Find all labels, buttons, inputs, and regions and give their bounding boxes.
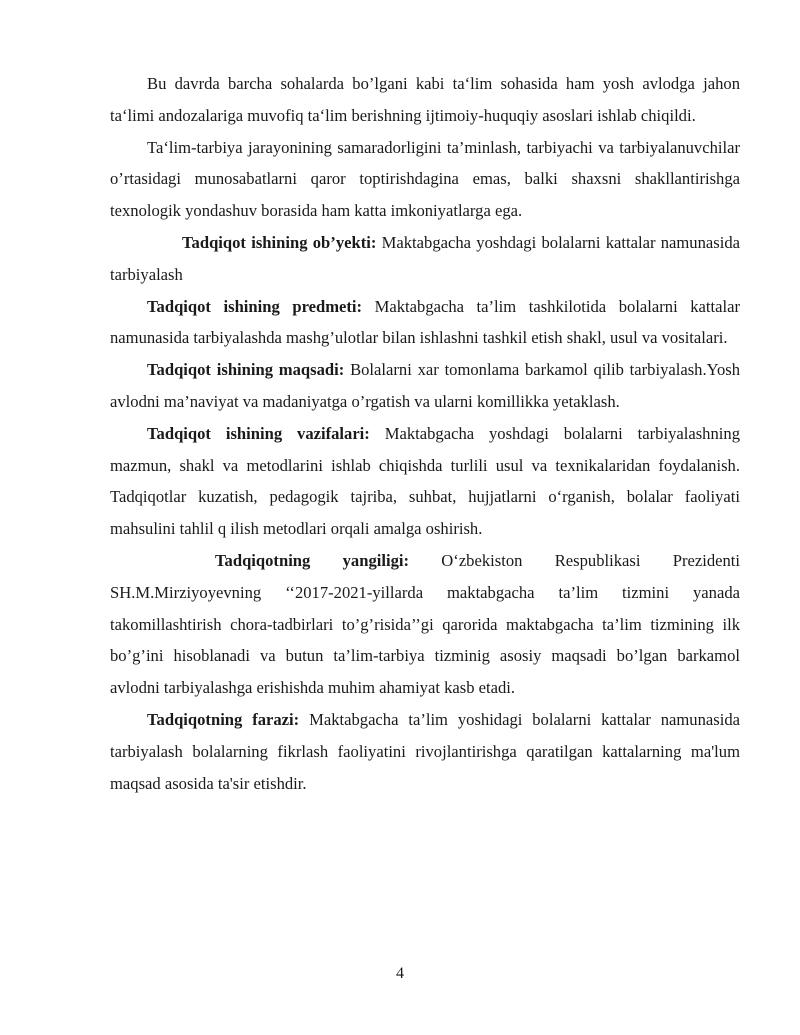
paragraph-label: Tadqiqot ishining maqsadi: xyxy=(147,360,345,380)
paragraph-label: Tadqiqot ishining vazifalari: xyxy=(147,423,370,443)
paragraph-text: Ta‘lim-tarbiya jarayonining samaradorligini ta’minlash, tarbiyachi va tarbiyalanuvchilar o’rtasidagi munosabatlarni qaror toptirishdagina emas, balki shaxsni shakllantirishga texnologik yondashuv borasida ham katta imkoniyatlarga ega. xyxy=(110,137,740,221)
paragraph-research-object xyxy=(110,227,740,291)
paragraph-text: Maktabgacha yoshdagi bolalarni kattalar namunasida tarbiyalash xyxy=(110,232,740,284)
paragraph-research-hypothesis xyxy=(110,704,740,799)
paragraph-text: Maktabgacha ta’lim yoshidagi bolalarni kattalar namunasida tarbiyalash bolalarning fikrlash faoliyatini rivojlantirishga qaratilgan kattalarning ma'lum maqsad asosida ta'sir etishdir. xyxy=(110,709,740,793)
paragraph-text: O‘zbekiston Respublikasi Prezidenti SH.M.Mirziyoyevning ‘‘2017-2021-yillarda maktabgacha ta’lim tizmini yanada takomillashtirish chora-tadbirlari to’g’risida’’gi qarorida maktabgacha ta’lim tizmining ilk bo’g’ini hisoblanadi va butun ta’lim-tarbiya tizminig asosiy maqsadi bo’lgan barkamol avlodni tarbiyalashga erishishda muhim ahamiyat kasb etadi. xyxy=(110,550,741,698)
paragraph-research-subject xyxy=(110,291,740,355)
paragraph-research-novelty xyxy=(110,545,740,704)
paragraph-research-tasks xyxy=(110,418,740,545)
paragraph-label: Tadqiqot ishining predmeti: xyxy=(147,296,363,316)
paragraph-text: Bu davrda barcha sohalarda bo’lgani kabi ta‘lim sohasida ham yosh avlodga jahon ta‘limi andozalariga muvofiq ta‘lim berishning ijtimoiy-huquqiy asoslari ishlab chiqildi. xyxy=(110,74,740,125)
paragraph-research-goal xyxy=(110,354,740,418)
paragraph-text: Maktabgacha yoshdagi bolalarni tarbiyalashning mazmun, shakl va metodlarini ishlab chiqishda turlili usul va texnikalaridan foydalanish. Tadqiqotlar kuzatish, pedagogik tajriba, suhbat, hujjatlarni o‘rganish, bolalar faoliyati mahsulini tahlil q ilish metodlari orqali amalga oshirish. xyxy=(110,423,740,539)
paragraph-text: Bolalarni xar tomonlama barkamol qilib tarbiyalash.Yosh avlodni ma’naviyat va madaniyatga o’rgatish va ularni komillikka yetaklash. xyxy=(110,360,740,411)
page-number: 4 xyxy=(396,965,404,982)
paragraph-text: Maktabgacha ta’lim tashkilotida bolalarni kattalar namunasida tarbiyalashda mashg’ulotlar bilan ishlashni tashkil etish shakl, usul va vositalari. xyxy=(110,296,741,348)
paragraph-label: Tadqiqot ishining ob’yekti: xyxy=(182,232,377,252)
paragraph-education-process xyxy=(110,132,740,227)
paragraph-intro xyxy=(110,68,740,132)
paragraph-label: Tadqiqotning farazi: xyxy=(147,709,300,729)
document-body xyxy=(110,68,740,799)
paragraph-label: Tadqiqotning yangiligi: xyxy=(215,550,410,570)
